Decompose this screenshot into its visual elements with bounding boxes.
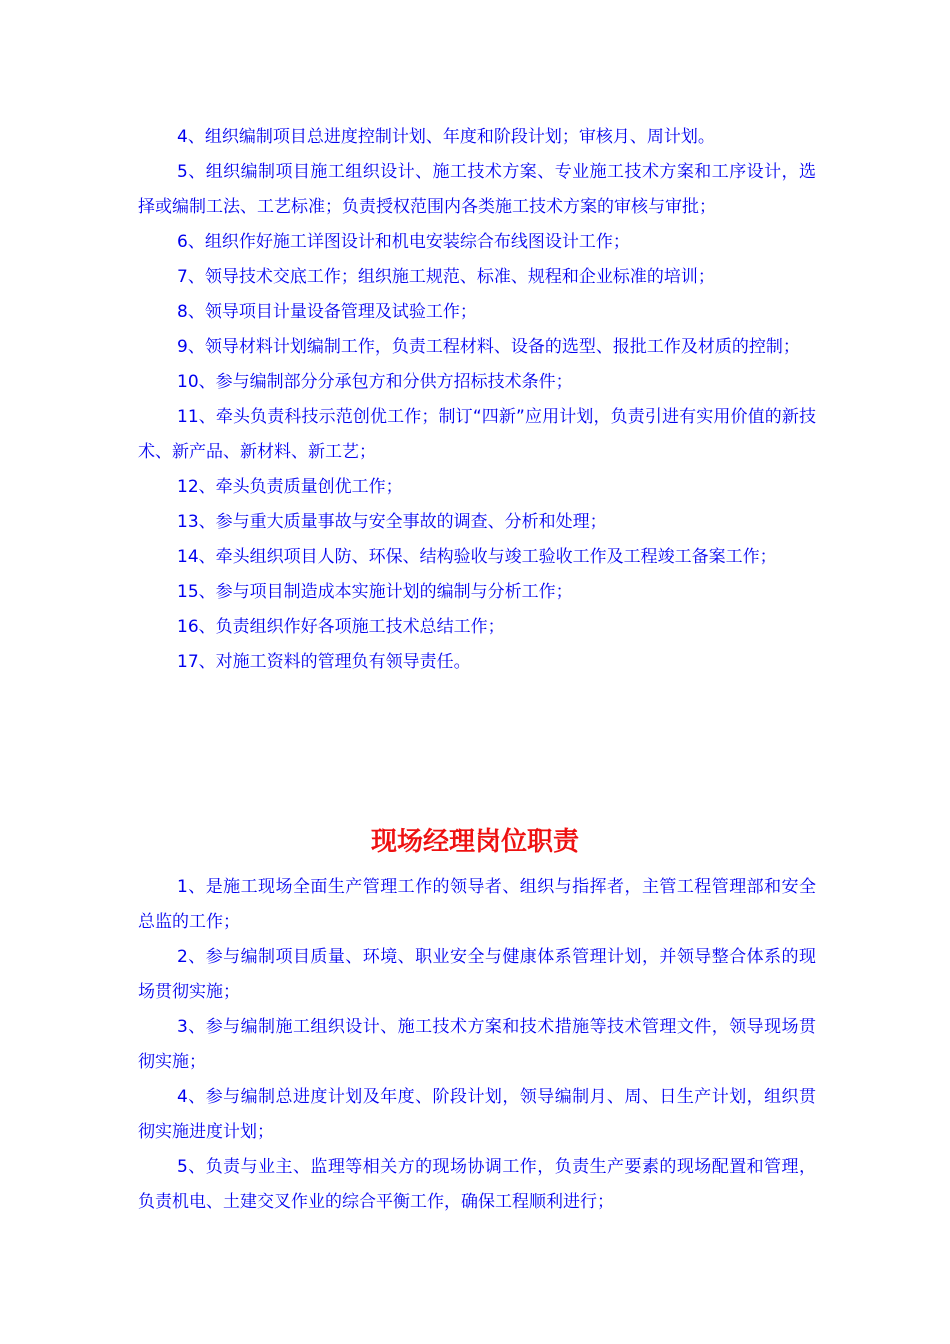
list-item: 8、领导项目计量设备管理及试验工作； [177, 302, 477, 322]
list-item: 13、参与重大质量事故与安全事故的调查、分析和处理； [177, 512, 607, 532]
list-item: 14、牵头组织项目人防、环保、结构验收与竣工验收工作及工程竣工备案工作； [177, 547, 777, 567]
list-item: 17、对施工资料的管理负有领导责任。 [177, 652, 471, 672]
section-heading: 现场经理岗位职责 [370, 827, 579, 857]
list-item: 6、组织作好施工详图设计和机电安装综合布线图设计工作； [177, 232, 630, 252]
list-item: 5、负责与业主、监理等相关方的现场协调工作，负责生产要素的现场配置和管理，负责机电、土建交叉作业的综合平衡工作，确保工程顺利进行； [138, 1157, 816, 1212]
list-item: 5、组织编制项目施工组织设计、施工技术方案、专业施工技术方案和工序设计，选择或编制工法、工艺标准；负责授权范围内各类施工技术方案的审核与审批； [138, 162, 816, 217]
list-item: 15、参与项目制造成本实施计划的编制与分析工作； [177, 582, 573, 602]
list-item: 1、是施工现场全面生产管理工作的领导者、组织与指挥者，主管工程管理部和安全总监的工作； [138, 877, 816, 932]
list-item: 10、参与编制部分分承包方和分供方招标技术条件； [177, 372, 573, 392]
list-item: 9、领导材料计划编制工作，负责工程材料、设备的选型、报批工作及材质的控制； [177, 337, 800, 357]
list-item: 2、参与编制项目质量、环境、职业安全与健康体系管理计划，并领导整合体系的现场贯彻实施； [138, 947, 816, 1002]
list-item: 4、组织编制项目总进度控制计划、年度和阶段计划；审核月、周计划。 [177, 127, 715, 147]
list-item: 4、参与编制总进度计划及年度、阶段计划，领导编制月、周、日生产计划，组织贯彻实施进度计划； [138, 1087, 816, 1142]
section-1-list [138, 120, 816, 680]
list-item: 16、负责组织作好各项施工技术总结工作； [177, 617, 505, 637]
list-item: 11、牵头负责科技示范创优工作；制订“四新”应用计划，负责引进有实用价值的新技术、新产品、新材料、新工艺； [138, 407, 816, 462]
list-item: 12、牵头负责质量创优工作； [177, 477, 403, 497]
section-2-list [138, 870, 816, 1220]
list-item: 7、领导技术交底工作；组织施工规范、标准、规程和企业标准的培训； [177, 267, 715, 287]
list-item: 3、参与编制施工组织设计、施工技术方案和技术措施等技术管理文件，领导现场贯彻实施； [138, 1017, 816, 1072]
